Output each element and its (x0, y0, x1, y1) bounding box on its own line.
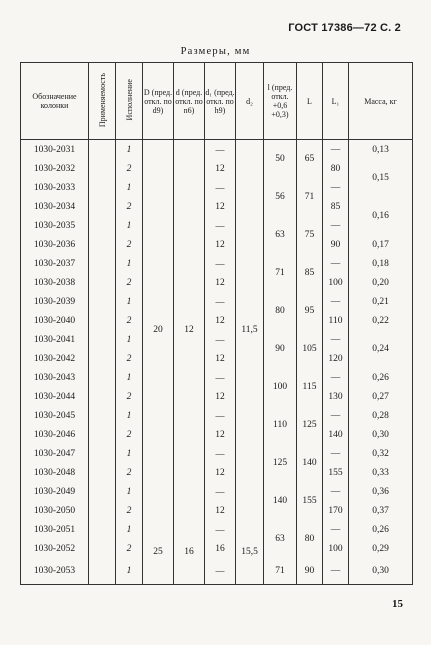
cell-L1: — (323, 368, 349, 387)
row-execution: 2 (116, 501, 143, 520)
row-d1: — (205, 444, 236, 463)
cell-L1: 120 (323, 349, 349, 368)
dimensions-table (20, 62, 413, 585)
table-row (21, 368, 413, 387)
cell-L1: — (323, 558, 349, 585)
row-execution: 1 (116, 520, 143, 539)
row-designation: 1030-2042 (21, 349, 89, 368)
cell-mass: 0,21 (349, 292, 413, 311)
cell-l: 110 (264, 406, 297, 444)
row-d1: 12 (205, 197, 236, 216)
row-execution: 1 (116, 140, 143, 160)
header-L: L (297, 63, 323, 140)
row-designation: 1030-2043 (21, 368, 89, 387)
cell-L1: — (323, 254, 349, 273)
cell-L1: 140 (323, 425, 349, 444)
table-header-row (21, 63, 413, 140)
row-execution: 1 (116, 482, 143, 501)
cell-L1: 170 (323, 501, 349, 520)
table-row (21, 520, 413, 539)
row-execution: 1 (116, 558, 143, 585)
row-d1: 12 (205, 425, 236, 444)
header-execution: Исполнение (116, 63, 143, 140)
table-row (21, 140, 413, 160)
cell-mass: 0,27 (349, 387, 413, 406)
table-row (21, 311, 413, 330)
page-number: 15 (392, 598, 403, 610)
cell-L1: 80 (323, 159, 349, 178)
cell-L: 105 (297, 330, 323, 368)
table-row (21, 197, 413, 216)
cell-L1: — (323, 292, 349, 311)
row-execution: 1 (116, 254, 143, 273)
row-designation: 1030-2039 (21, 292, 89, 311)
header-applicability: Применяемость (89, 63, 116, 140)
document-reference: ГОСТ 17386—72 С. 2 (288, 22, 401, 34)
row-designation: 1030-2051 (21, 520, 89, 539)
row-designation: 1030-2041 (21, 330, 89, 349)
row-execution: 2 (116, 349, 143, 368)
cell-mass: 0,26 (349, 520, 413, 539)
row-execution: 1 (116, 368, 143, 387)
row-designation: 1030-2052 (21, 539, 89, 558)
cell-mass: 0,33 (349, 463, 413, 482)
cell-L1: 90 (323, 235, 349, 254)
table-row (21, 273, 413, 292)
row-designation: 1030-2050 (21, 501, 89, 520)
cell-mass: 0,28 (349, 406, 413, 425)
row-d1: 12 (205, 349, 236, 368)
cell-mass: 0,36 (349, 482, 413, 501)
header-designation: Обозначение колонки (21, 63, 89, 140)
cell-l: 63 (264, 216, 297, 254)
cell-mass: 0,30 (349, 558, 413, 585)
cell-L: 95 (297, 292, 323, 330)
row-execution: 1 (116, 178, 143, 197)
cell-L1: 100 (323, 539, 349, 558)
table-row (21, 444, 413, 463)
cell-mass: 0,16 (349, 197, 413, 235)
cell-d2: 11,5 (236, 140, 264, 521)
row-execution: 2 (116, 425, 143, 444)
row-execution: 1 (116, 216, 143, 235)
row-designation: 1030-2036 (21, 235, 89, 254)
row-d1: — (205, 520, 236, 539)
cell-mass: 0,32 (349, 444, 413, 463)
row-execution: 1 (116, 444, 143, 463)
row-d1: — (205, 140, 236, 160)
cell-L1: — (323, 178, 349, 197)
row-d1: 12 (205, 463, 236, 482)
table-caption: Размеры, мм (180, 46, 251, 57)
cell-L: 115 (297, 368, 323, 406)
cell-L1: — (323, 140, 349, 160)
row-execution: 2 (116, 463, 143, 482)
table-row (21, 254, 413, 273)
cell-L1: 85 (323, 197, 349, 216)
cell-L1: — (323, 216, 349, 235)
cell-D: 25 (143, 520, 174, 585)
table-row (21, 558, 413, 585)
row-execution: 1 (116, 406, 143, 425)
row-execution: 1 (116, 292, 143, 311)
header-L1: L₁ (323, 63, 349, 140)
cell-d: 12 (174, 140, 205, 521)
cell-mass: 0,24 (349, 330, 413, 368)
cell-mass: 0,18 (349, 254, 413, 273)
row-designation: 1030-2038 (21, 273, 89, 292)
row-d1: — (205, 482, 236, 501)
cell-L1: 155 (323, 463, 349, 482)
row-designation: 1030-2046 (21, 425, 89, 444)
row-designation: 1030-2031 (21, 140, 89, 160)
cell-mass: 0,17 (349, 235, 413, 254)
table-row (21, 482, 413, 501)
row-d1: — (205, 216, 236, 235)
row-applicability (89, 140, 116, 585)
row-d1: — (205, 330, 236, 349)
cell-L: 90 (297, 558, 323, 585)
row-d1: 12 (205, 311, 236, 330)
row-designation: 1030-2048 (21, 463, 89, 482)
table-row (21, 539, 413, 558)
row-designation: 1030-2047 (21, 444, 89, 463)
row-execution: 2 (116, 539, 143, 558)
row-designation: 1030-2037 (21, 254, 89, 273)
cell-L: 71 (297, 178, 323, 216)
row-designation: 1030-2053 (21, 558, 89, 585)
row-d1: 12 (205, 501, 236, 520)
cell-L1: 110 (323, 311, 349, 330)
row-designation: 1030-2045 (21, 406, 89, 425)
row-execution: 2 (116, 273, 143, 292)
row-execution: 2 (116, 235, 143, 254)
table-row (21, 330, 413, 349)
table-row (21, 159, 413, 178)
cell-d: 16 (174, 520, 205, 585)
row-designation: 1030-2032 (21, 159, 89, 178)
row-execution: 1 (116, 330, 143, 349)
table-row (21, 387, 413, 406)
cell-l: 71 (264, 558, 297, 585)
cell-l: 140 (264, 482, 297, 520)
cell-L: 85 (297, 254, 323, 292)
cell-l: 80 (264, 292, 297, 330)
cell-L: 125 (297, 406, 323, 444)
cell-L1: 100 (323, 273, 349, 292)
row-designation: 1030-2034 (21, 197, 89, 216)
row-designation: 1030-2044 (21, 387, 89, 406)
cell-L1: — (323, 520, 349, 539)
row-execution: 2 (116, 311, 143, 330)
cell-mass: 0,26 (349, 368, 413, 387)
header-D: D (пред. откл. по d9) (143, 63, 174, 140)
cell-l: 90 (264, 330, 297, 368)
table-row (21, 292, 413, 311)
row-d1: 12 (205, 273, 236, 292)
cell-L1: 130 (323, 387, 349, 406)
header-d1: d₁ (пред. откл. по h9) (205, 63, 236, 140)
row-d1: 16 (205, 539, 236, 558)
row-execution: 2 (116, 159, 143, 178)
cell-l: 71 (264, 254, 297, 292)
table-row (21, 235, 413, 254)
table-row (21, 501, 413, 520)
header-mass: Масса, кг (349, 63, 413, 140)
cell-mass: 0,30 (349, 425, 413, 444)
cell-l: 56 (264, 178, 297, 216)
cell-D: 20 (143, 140, 174, 521)
cell-L1: — (323, 406, 349, 425)
cell-L1: — (323, 444, 349, 463)
cell-L: 155 (297, 482, 323, 520)
table-row (21, 463, 413, 482)
cell-l: 125 (264, 444, 297, 482)
cell-L: 80 (297, 520, 323, 558)
row-designation: 1030-2035 (21, 216, 89, 235)
cell-l: 100 (264, 368, 297, 406)
row-d1: — (205, 368, 236, 387)
cell-L: 65 (297, 140, 323, 179)
header-d: d (пред. откл. по n6) (174, 63, 205, 140)
row-d1: — (205, 558, 236, 585)
cell-L1: — (323, 330, 349, 349)
cell-mass: 0,22 (349, 311, 413, 330)
header-l: l (пред. откл. +0,6 +0,3) (264, 63, 297, 140)
row-designation: 1030-2040 (21, 311, 89, 330)
table-row (21, 406, 413, 425)
row-designation: 1030-2049 (21, 482, 89, 501)
cell-mass: 0,37 (349, 501, 413, 520)
cell-mass: 0,29 (349, 539, 413, 558)
cell-l: 63 (264, 520, 297, 558)
table-row (21, 425, 413, 444)
cell-d2: 15,5 (236, 520, 264, 585)
cell-l: 50 (264, 140, 297, 179)
row-d1: — (205, 254, 236, 273)
row-d1: 12 (205, 235, 236, 254)
cell-L: 75 (297, 216, 323, 254)
row-d1: — (205, 406, 236, 425)
row-d1: — (205, 292, 236, 311)
header-d2: d₂ (236, 63, 264, 140)
row-execution: 2 (116, 197, 143, 216)
row-execution: 2 (116, 387, 143, 406)
cell-mass: 0,13 (349, 140, 413, 160)
cell-mass: 0,20 (349, 273, 413, 292)
row-d1: 12 (205, 387, 236, 406)
cell-mass: 0,15 (349, 159, 413, 197)
cell-L1: — (323, 482, 349, 501)
cell-L: 140 (297, 444, 323, 482)
row-d1: 12 (205, 159, 236, 178)
row-d1: — (205, 178, 236, 197)
row-designation: 1030-2033 (21, 178, 89, 197)
